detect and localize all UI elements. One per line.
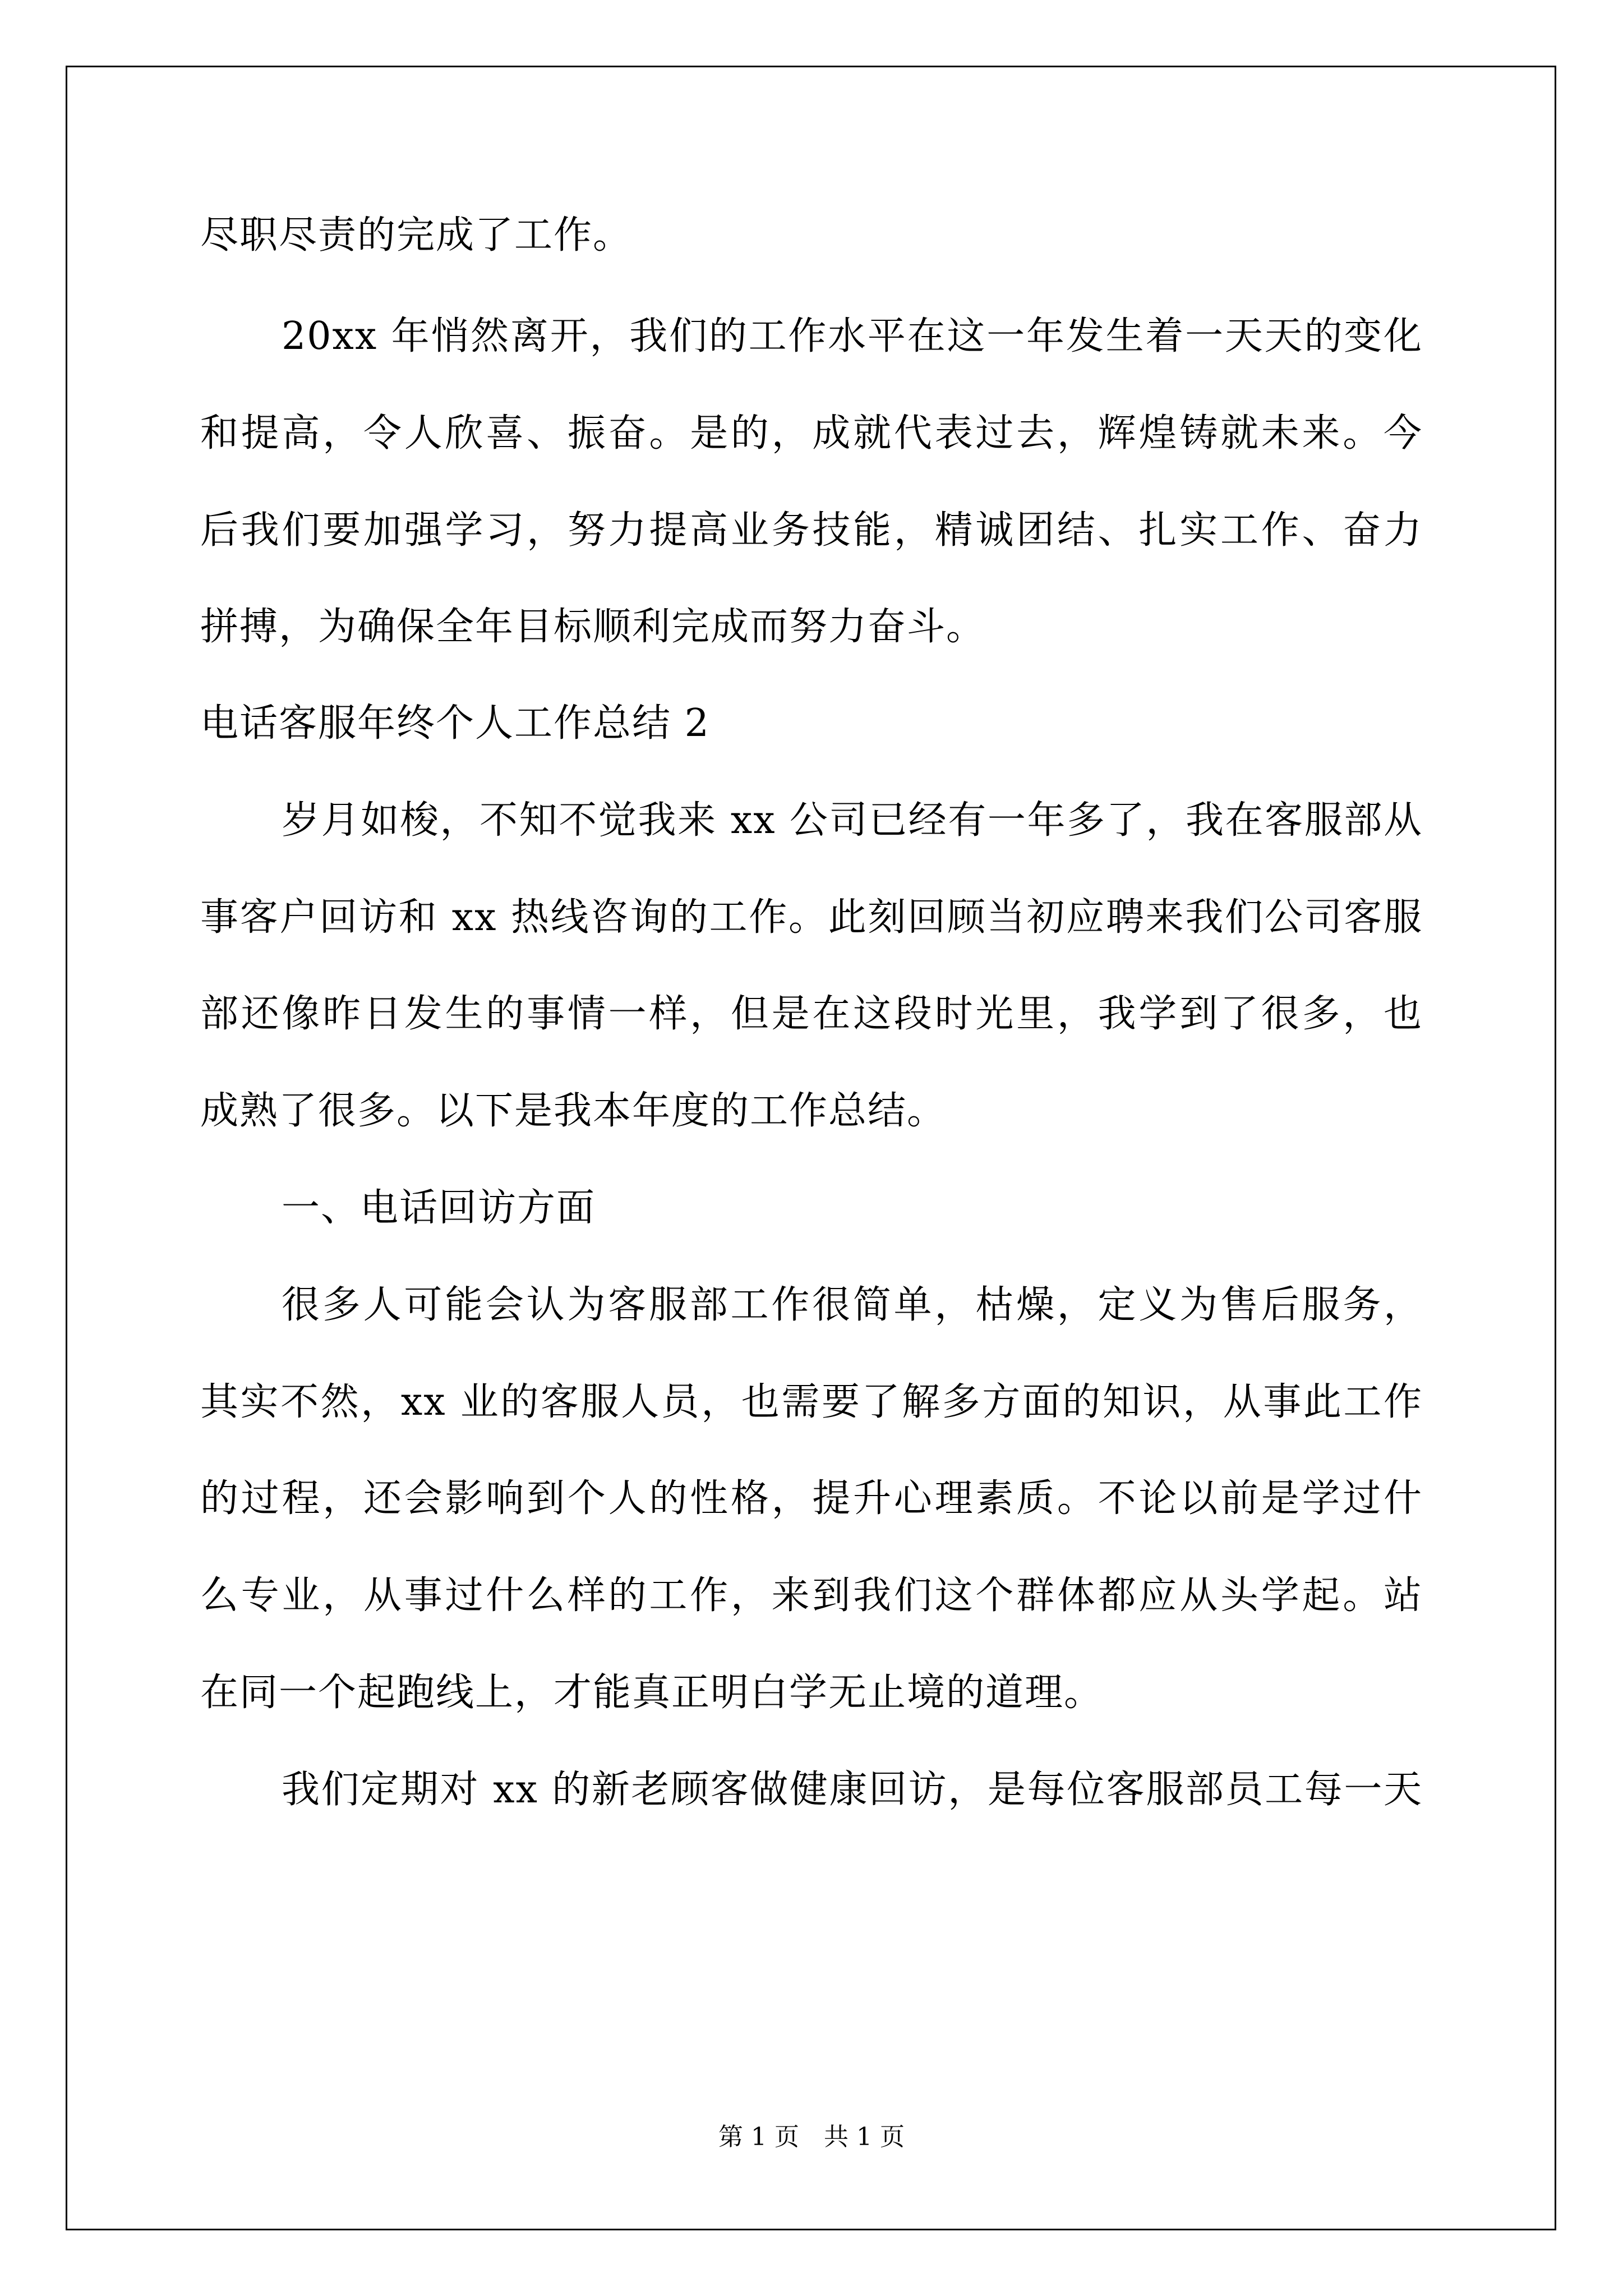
text-line: 么专业，从事过什么样的工作，来到我们这个群体都应从头学起。站 [200, 1573, 1423, 1618]
section-heading: 电话客服年终个人工作总结 2 [200, 701, 710, 746]
text-line: 20xx 年悄然离开，我们的工作水平在这一年发生着一天天的变化 [282, 314, 1423, 358]
text-line: 事客户回访和 xx 热线咨询的工作。此刻回顾当初应聘来我们公司客服 [200, 895, 1423, 940]
text-line: 和提高，令人欣喜、振奋。是的，成就代表过去，辉煌铸就未来。今 [200, 411, 1423, 455]
text-line: 很多人可能会认为客服部工作很简单，枯燥，定义为售后服务， [282, 1283, 1423, 1327]
page-footer [0, 2120, 1623, 2154]
subsection-heading: 一、电话回访方面 [282, 1186, 596, 1230]
text-line: 岁月如梭，不知不觉我来 xx 公司已经有一年多了，我在客服部从 [282, 798, 1423, 843]
page-total: 共 1 页 [824, 2123, 905, 2151]
page-number: 第 1 页 [718, 2123, 799, 2151]
text-line: 拼搏，为确保全年目标顺利完成而努力奋斗。 [200, 605, 986, 649]
text-line: 我们定期对 xx 的新老顾客做健康回访，是每位客服部员工每一天 [282, 1768, 1423, 1812]
text-line: 部还像昨日发生的事情一样，但是在这段时光里，我学到了很多，也 [200, 992, 1423, 1036]
text-line: 的过程，还会影响到个人的性格，提升心理素质。不论以前是学过什 [200, 1476, 1423, 1521]
text-line: 在同一个起跑线上，才能真正明白学无止境的道理。 [200, 1671, 1104, 1715]
text-line: 后我们要加强学习，努力提高业务技能，精诚团结、扎实工作、奋力 [200, 508, 1423, 553]
text-line: 尽职尽责的完成了工作。 [200, 213, 633, 257]
text-line: 其实不然，xx 业的客服人员，也需要了解多方面的知识，从事此工作 [200, 1380, 1423, 1424]
text-line: 成熟了很多。以下是我本年度的工作总结。 [200, 1089, 947, 1133]
page-border [66, 66, 1556, 2230]
